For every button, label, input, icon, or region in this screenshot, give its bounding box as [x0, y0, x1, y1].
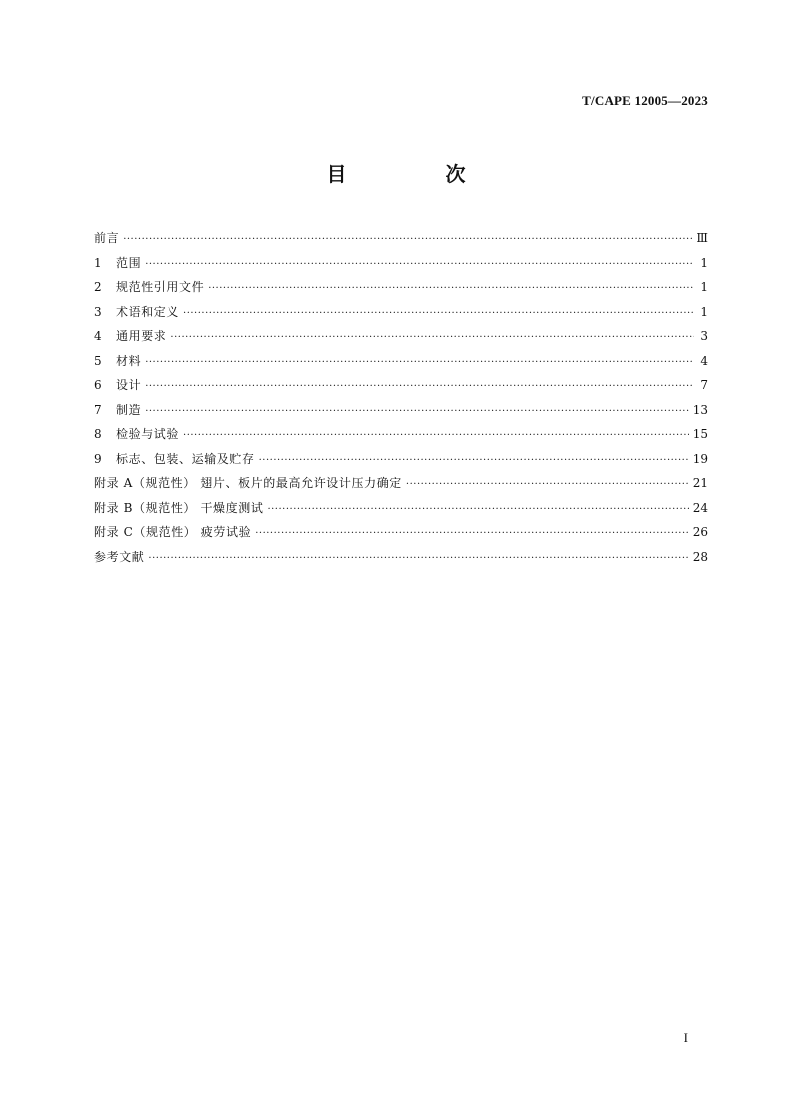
toc-leader	[259, 449, 689, 474]
toc-entry-7[interactable]	[94, 398, 708, 423]
toc-entry-page: 13	[692, 402, 708, 417]
toc-entry-5[interactable]	[94, 349, 708, 374]
toc-entry-6[interactable]	[94, 373, 708, 398]
toc-entry-page: 26	[692, 525, 708, 539]
toc-leader	[183, 302, 694, 327]
toc-entry-number: 5	[94, 353, 102, 368]
toc-entry-page: 19	[692, 451, 708, 466]
toc-entry-page: 1	[700, 255, 708, 270]
toc-leader	[145, 253, 694, 278]
toc-entry-label: 设计	[116, 378, 142, 392]
toc-entry-label: 参考文献	[94, 549, 145, 564]
toc-leader	[267, 498, 688, 523]
toc-leader	[208, 277, 694, 302]
toc-entry-number: 4	[94, 329, 102, 343]
toc-entry-label: 标志、包装、运输及贮存	[116, 451, 255, 466]
toc-leader	[183, 424, 689, 449]
toc-entry-label: 附录 B（规范性） 干燥度测试	[94, 500, 264, 515]
toc-leader	[148, 547, 688, 572]
toc-entry-2[interactable]	[94, 275, 708, 300]
toc-entry-page: 21	[692, 476, 708, 490]
toc-entry-number: 2	[94, 280, 102, 294]
toc-entry-label: 通用要求	[116, 329, 167, 343]
toc-entry-label: 附录 A（规范性） 翅片、板片的最高允许设计压力确定	[94, 476, 402, 490]
table-of-contents	[94, 226, 708, 569]
toc-entry-page: 1	[700, 304, 708, 319]
toc-entry-label: 材料	[116, 353, 142, 368]
toc-leader	[255, 522, 689, 547]
page-number: I	[683, 1030, 688, 1045]
toc-entry-appendix-c[interactable]	[94, 520, 708, 545]
toc-entry-page: 7	[700, 378, 708, 392]
toc-leader	[406, 473, 689, 498]
toc-entry-number: 6	[94, 378, 102, 392]
toc-entry-label: 规范性引用文件	[116, 280, 205, 294]
toc-leader	[123, 228, 692, 253]
toc-entry-foreword[interactable]	[94, 226, 708, 251]
toc-leader	[170, 326, 694, 351]
toc-entry-label: 前言	[94, 231, 120, 245]
toc-entry-1[interactable]	[94, 251, 708, 276]
toc-entry-number: 9	[94, 451, 102, 466]
toc-entry-label: 附录 C（规范性） 疲劳试验	[94, 525, 252, 539]
toc-entry-8[interactable]	[94, 422, 708, 447]
document-code: T/CAPE 12005—2023	[582, 93, 708, 108]
toc-leader	[145, 400, 689, 425]
toc-entry-page: Ⅲ	[696, 231, 708, 245]
toc-entry-label: 术语和定义	[116, 304, 180, 319]
toc-entry-number: 3	[94, 304, 102, 319]
toc-entry-page: 3	[700, 329, 708, 343]
toc-entry-page: 28	[692, 549, 708, 564]
toc-entry-references[interactable]	[94, 545, 708, 570]
toc-entry-4[interactable]	[94, 324, 708, 349]
toc-entry-number: 1	[94, 255, 102, 270]
toc-entry-page: 1	[700, 280, 708, 294]
toc-entry-page: 15	[692, 427, 708, 441]
toc-entry-label: 制造	[116, 402, 142, 417]
toc-entry-number: 7	[94, 402, 102, 417]
toc-entry-appendix-a[interactable]	[94, 471, 708, 496]
toc-leader	[145, 375, 694, 400]
toc-entry-number: 8	[94, 427, 102, 441]
toc-entry-9[interactable]	[94, 447, 708, 472]
toc-entry-page: 4	[700, 353, 708, 368]
toc-entry-3[interactable]	[94, 300, 708, 325]
toc-title: 目 次	[326, 162, 512, 186]
toc-entry-label: 检验与试验	[116, 427, 180, 441]
toc-entry-appendix-b[interactable]	[94, 496, 708, 521]
toc-leader	[145, 351, 694, 376]
toc-entry-label: 范围	[116, 255, 142, 270]
toc-entry-page: 24	[692, 500, 708, 515]
